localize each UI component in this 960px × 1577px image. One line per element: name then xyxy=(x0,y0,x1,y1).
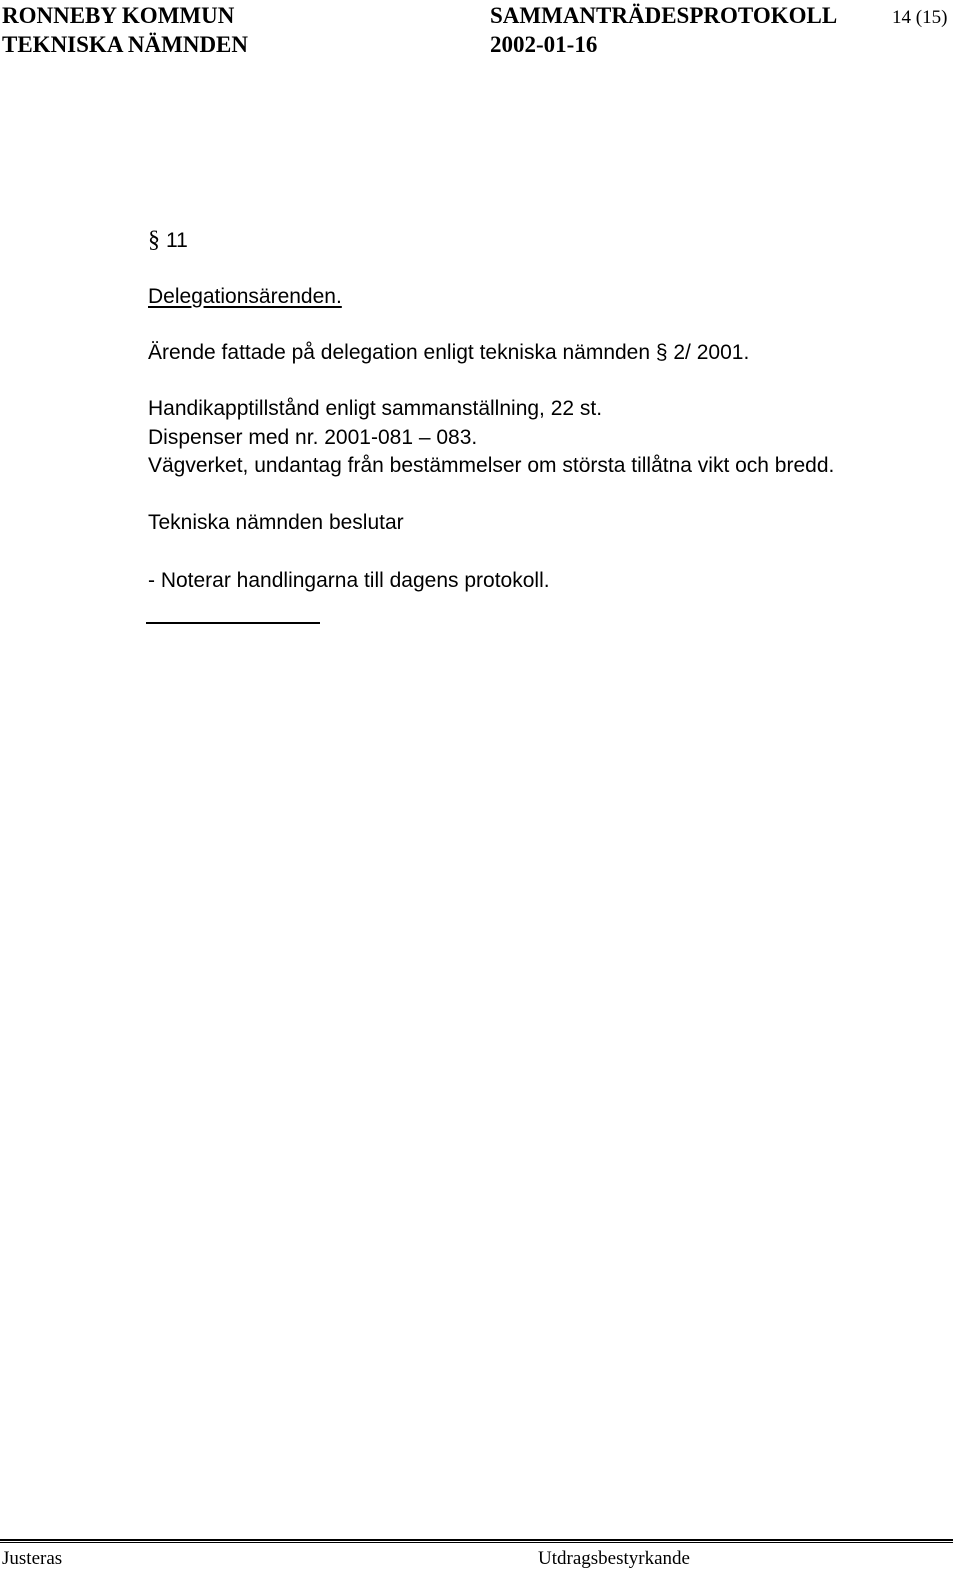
section-intro: Ärende fattade på delegation enligt tekniska nämnden § 2/ 2001. xyxy=(148,341,750,364)
delegation-item: Handikapptillstånd enligt sammanställning, 22 st. xyxy=(148,397,603,420)
page-number: 14 (15) xyxy=(892,7,948,28)
decision-heading: Tekniska nämnden beslutar xyxy=(148,511,404,534)
delegation-item: Vägverket, undantag från bestämmelser om största tillåtna vikt och bredd. xyxy=(148,454,835,477)
meeting-date: 2002-01-16 xyxy=(490,32,598,57)
decision-text: - Noterar handlingarna till dagens protokoll. xyxy=(148,569,550,592)
department-name: TEKNISKA NÄMNDEN xyxy=(2,32,249,57)
section-number: 11 xyxy=(166,229,188,252)
section-end-divider xyxy=(146,622,320,624)
section-heading xyxy=(148,227,188,254)
footer-divider xyxy=(0,1539,953,1541)
section-subject: Delegationsärenden. xyxy=(148,285,342,308)
footer-justeras-label: Justeras xyxy=(2,1548,63,1569)
document-type: SAMMANTRÄDESPROTOKOLL xyxy=(490,3,838,28)
delegation-item: Dispenser med nr. 2001-081 – 083. xyxy=(148,426,478,449)
organization-name: RONNEBY KOMMUN xyxy=(2,3,235,28)
footer-utdragsbestyrkande-label: Utdragsbestyrkande xyxy=(538,1548,690,1569)
footer-divider-secondary xyxy=(0,1542,953,1543)
section-symbol: § xyxy=(148,227,160,253)
